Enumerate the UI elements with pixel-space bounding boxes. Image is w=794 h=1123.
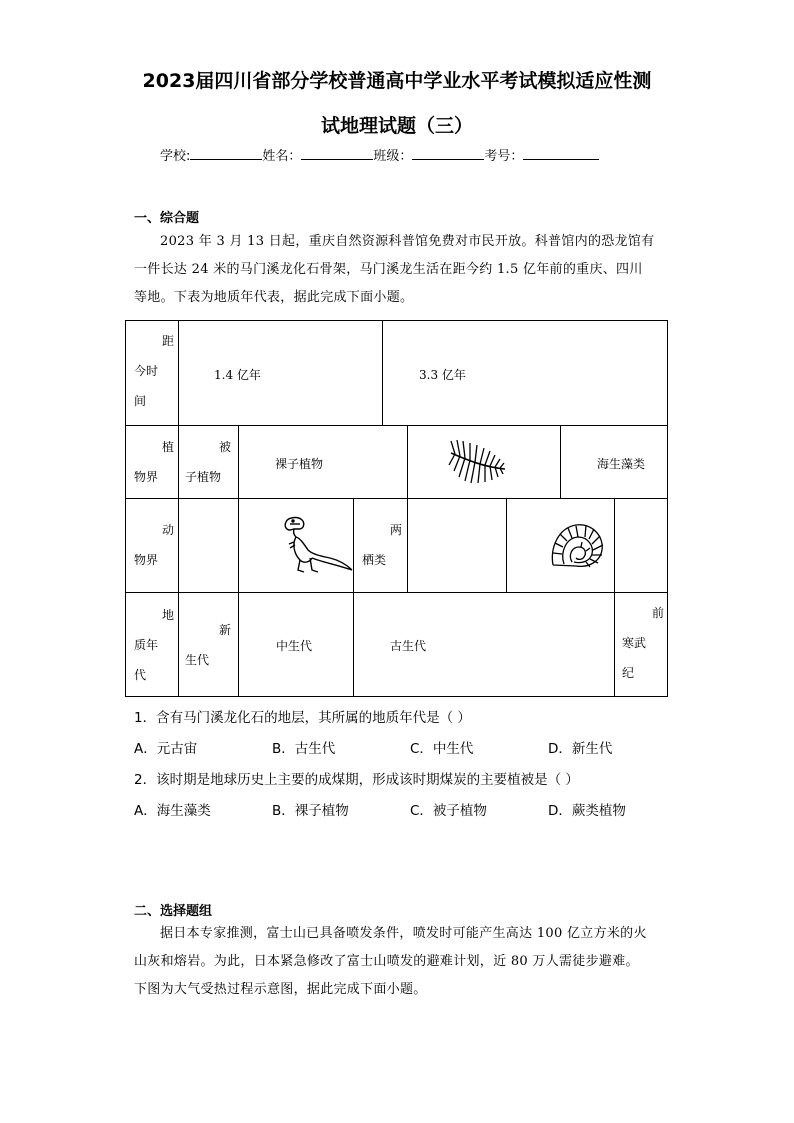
precambrian-part: 前 bbox=[651, 606, 664, 620]
precambrian-cell bbox=[622, 598, 664, 688]
plant-label-part: 物界 bbox=[134, 470, 159, 484]
option-d[interactable]: D．新生代 bbox=[548, 741, 613, 757]
option-c[interactable]: C．被子植物 bbox=[410, 803, 487, 819]
animal-label-part: 物界 bbox=[134, 553, 159, 567]
school-label: 学校: bbox=[160, 149, 191, 164]
ammonite-icon bbox=[548, 520, 606, 573]
cenozoic-part: 生代 bbox=[185, 653, 210, 667]
era-label-part: 质年 bbox=[134, 638, 159, 652]
section-heading-1: 一、综合题 bbox=[134, 211, 200, 226]
passage-line: 下图为大气受热过程示意图，据此完成下面小题。 bbox=[134, 982, 427, 997]
paleozoic-cell: 古生代 bbox=[390, 639, 427, 653]
marine-algae-cell: 海生藻类 bbox=[597, 457, 646, 471]
era-label-part: 地 bbox=[161, 608, 174, 622]
angiosperm-part: 被 bbox=[218, 440, 231, 454]
question-2-stem: 2．该时期是地球历史上主要的成煤期，形成该时期煤炭的主要植被是（ ） bbox=[134, 772, 579, 788]
name-label: 姓名： bbox=[262, 149, 302, 164]
option-d[interactable]: D．蕨类植物 bbox=[548, 803, 626, 819]
amphibian-part: 两 bbox=[389, 523, 402, 537]
time-label bbox=[134, 326, 174, 416]
section2-passage bbox=[134, 920, 666, 1004]
question-1-stem: 1．含有马门溪龙化石的地层，其所属的地质年代是（ ） bbox=[134, 710, 471, 726]
cenozoic-cell bbox=[185, 615, 231, 675]
precambrian-part: 纪 bbox=[622, 666, 635, 680]
option-b[interactable]: B．古生代 bbox=[272, 741, 336, 757]
time-label-part: 今时 bbox=[134, 364, 159, 378]
plant-label bbox=[134, 432, 174, 492]
option-a[interactable]: A．元古宙 bbox=[134, 741, 198, 757]
exam-number-label: 考号： bbox=[484, 149, 524, 164]
time-value-2: 3.3 亿年 bbox=[419, 368, 466, 382]
amphibian-part: 栖类 bbox=[362, 553, 387, 567]
angiosperm-cell bbox=[185, 432, 231, 492]
dinosaur-icon bbox=[278, 514, 354, 579]
plant-label-part: 植 bbox=[161, 440, 174, 454]
animal-label-part: 动 bbox=[161, 523, 174, 537]
fern-icon bbox=[445, 435, 509, 490]
option-a[interactable]: A．海生藻类 bbox=[134, 803, 211, 819]
mesozoic-cell: 中生代 bbox=[276, 639, 313, 653]
option-b[interactable]: B．裸子植物 bbox=[272, 803, 349, 819]
animal-label bbox=[134, 515, 174, 575]
section-heading-2: 二、选择题组 bbox=[134, 904, 213, 919]
angiosperm-part: 子植物 bbox=[185, 470, 222, 484]
geologic-era-label bbox=[134, 600, 174, 690]
time-label-part: 距 bbox=[161, 334, 174, 348]
passage-line: 一件长达 24 米的马门溪龙化石骨架，马门溪龙生活在距今约 1.5 亿年前的重庆、四川 bbox=[134, 262, 643, 277]
page-title-line1: 2023届四川省部分学校普通高中学业水平考试模拟适应性测 bbox=[142, 70, 652, 92]
passage-line: 2023 年 3 月 13 日起，重庆自然资源科普馆免费对市民开放。科普馆内的恐龙馆有 bbox=[160, 234, 655, 249]
cenozoic-part: 新 bbox=[218, 623, 231, 637]
gymnosperm-cell: 裸子植物 bbox=[275, 457, 324, 471]
time-label-part: 间 bbox=[134, 394, 147, 408]
class-label: 班级： bbox=[373, 149, 413, 164]
passage-line: 据日本专家推测，富士山已具备喷发条件，喷发时可能产生高达 100 亿立方米的火 bbox=[160, 926, 647, 941]
page-title-line2: 试地理试题（三） bbox=[320, 115, 473, 137]
era-label-part: 代 bbox=[134, 668, 147, 682]
time-value-1: 1.4 亿年 bbox=[214, 368, 261, 382]
precambrian-part: 寒武 bbox=[622, 636, 647, 650]
amphibian-cell bbox=[362, 515, 402, 575]
option-c[interactable]: C．中生代 bbox=[410, 741, 474, 757]
passage-line: 山灰和熔岩。为此，日本紧急修改了富士山喷发的避难计划，近 80 万人需徒步避难。 bbox=[134, 954, 639, 969]
passage-line: 等地。下表为地质年代表，据此完成下面小题。 bbox=[134, 290, 414, 305]
